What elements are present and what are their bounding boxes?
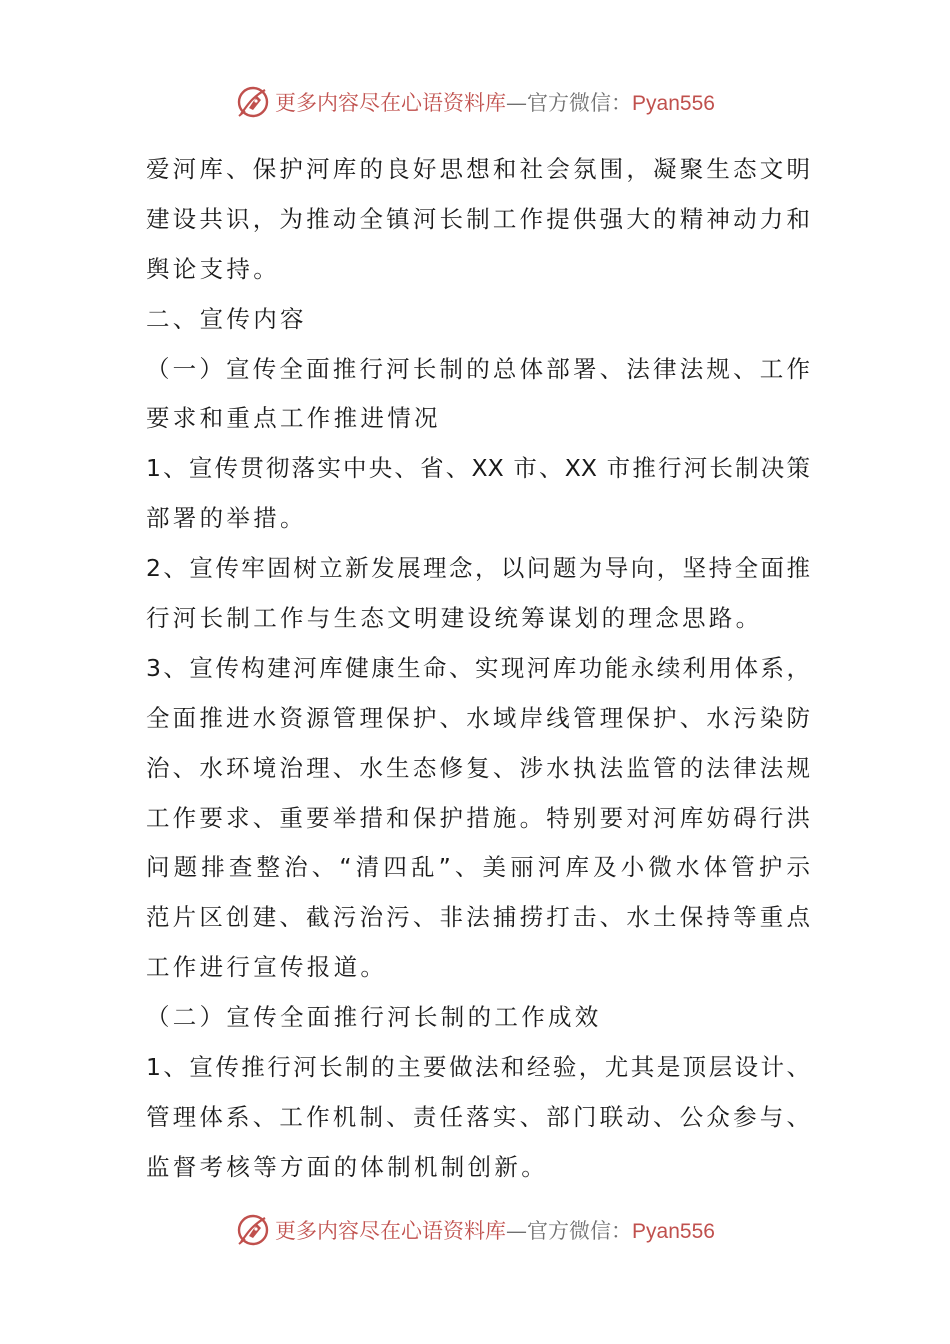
body-line: 舆论支持。 xyxy=(146,254,280,283)
banner-text xyxy=(275,87,715,117)
subsection-heading: （一）宣传全面推行河长制的总体部署、法律法规、工作 xyxy=(146,354,810,383)
subsection-heading: （二）宣传全面推行河长制的工作成效 xyxy=(146,1003,602,1032)
body-line: 1、宣传推行河长制的主要做法和经验，尤其是顶层设计、 xyxy=(146,1053,810,1082)
header-banner xyxy=(0,80,950,124)
document-body xyxy=(146,145,810,1193)
body-line: 工作要求、重要举措和保护措施。特别要对河库妨碍行洪 xyxy=(146,803,810,832)
banner-main-text: 更多内容尽在心语资料库 xyxy=(275,1219,507,1243)
body-line: 1、宣传贯彻落实中央、省、XX 市、XX 市推行河长制决策 xyxy=(146,454,810,483)
banner-dash: — xyxy=(506,1219,528,1243)
body-line: 问题排查整治、“清四乱”、美丽河库及小微水体管护示 xyxy=(146,853,810,882)
body-line: 部署的举措。 xyxy=(146,504,307,533)
body-line: 管理体系、工作机制、责任落实、部门联动、公众参与、 xyxy=(146,1102,810,1131)
footer-banner xyxy=(0,1208,950,1252)
banner-main-text: 更多内容尽在心语资料库 xyxy=(275,91,507,115)
banner-text xyxy=(275,1215,715,1245)
body-line: 2、宣传牢固树立新发展理念，以问题为导向，坚持全面推 xyxy=(146,554,810,583)
body-line: 行河长制工作与生态文明建设统筹谋划的理念思路。 xyxy=(146,604,763,633)
banner-wechat-id: Pyan556 xyxy=(632,1220,715,1243)
pen-nib-circle-icon xyxy=(235,84,271,120)
banner-wechat-label: 官方微信： xyxy=(527,1219,633,1243)
subsection-heading-cont: 要求和重点工作推进情况 xyxy=(146,404,441,433)
banner-wechat-id: Pyan556 xyxy=(632,92,715,115)
banner-dash: — xyxy=(506,91,528,115)
body-line: 全面推进水资源管理保护、水域岸线管理保护、水污染防 xyxy=(146,703,810,732)
pen-nib-circle-icon xyxy=(235,1212,271,1248)
body-line: 监督考核等方面的体制机制创新。 xyxy=(146,1152,548,1181)
body-line: 3、宣传构建河库健康生命、实现河库功能永续利用体系， xyxy=(146,653,810,682)
body-line: 爱河库、保护河库的良好思想和社会氛围，凝聚生态文明 xyxy=(146,155,810,183)
banner-wechat-label: 官方微信： xyxy=(527,91,633,115)
body-line: 治、水环境治理、水生态修复、涉水执法监管的法律法规 xyxy=(146,753,810,782)
section-heading: 二、宣传内容 xyxy=(146,304,307,333)
body-line: 工作进行宣传报道。 xyxy=(146,953,388,982)
body-line: 建设共识，为推动全镇河长制工作提供强大的精神动力和 xyxy=(146,204,810,233)
body-line: 范片区创建、截污治污、非法捕捞打击、水土保持等重点 xyxy=(146,903,810,932)
